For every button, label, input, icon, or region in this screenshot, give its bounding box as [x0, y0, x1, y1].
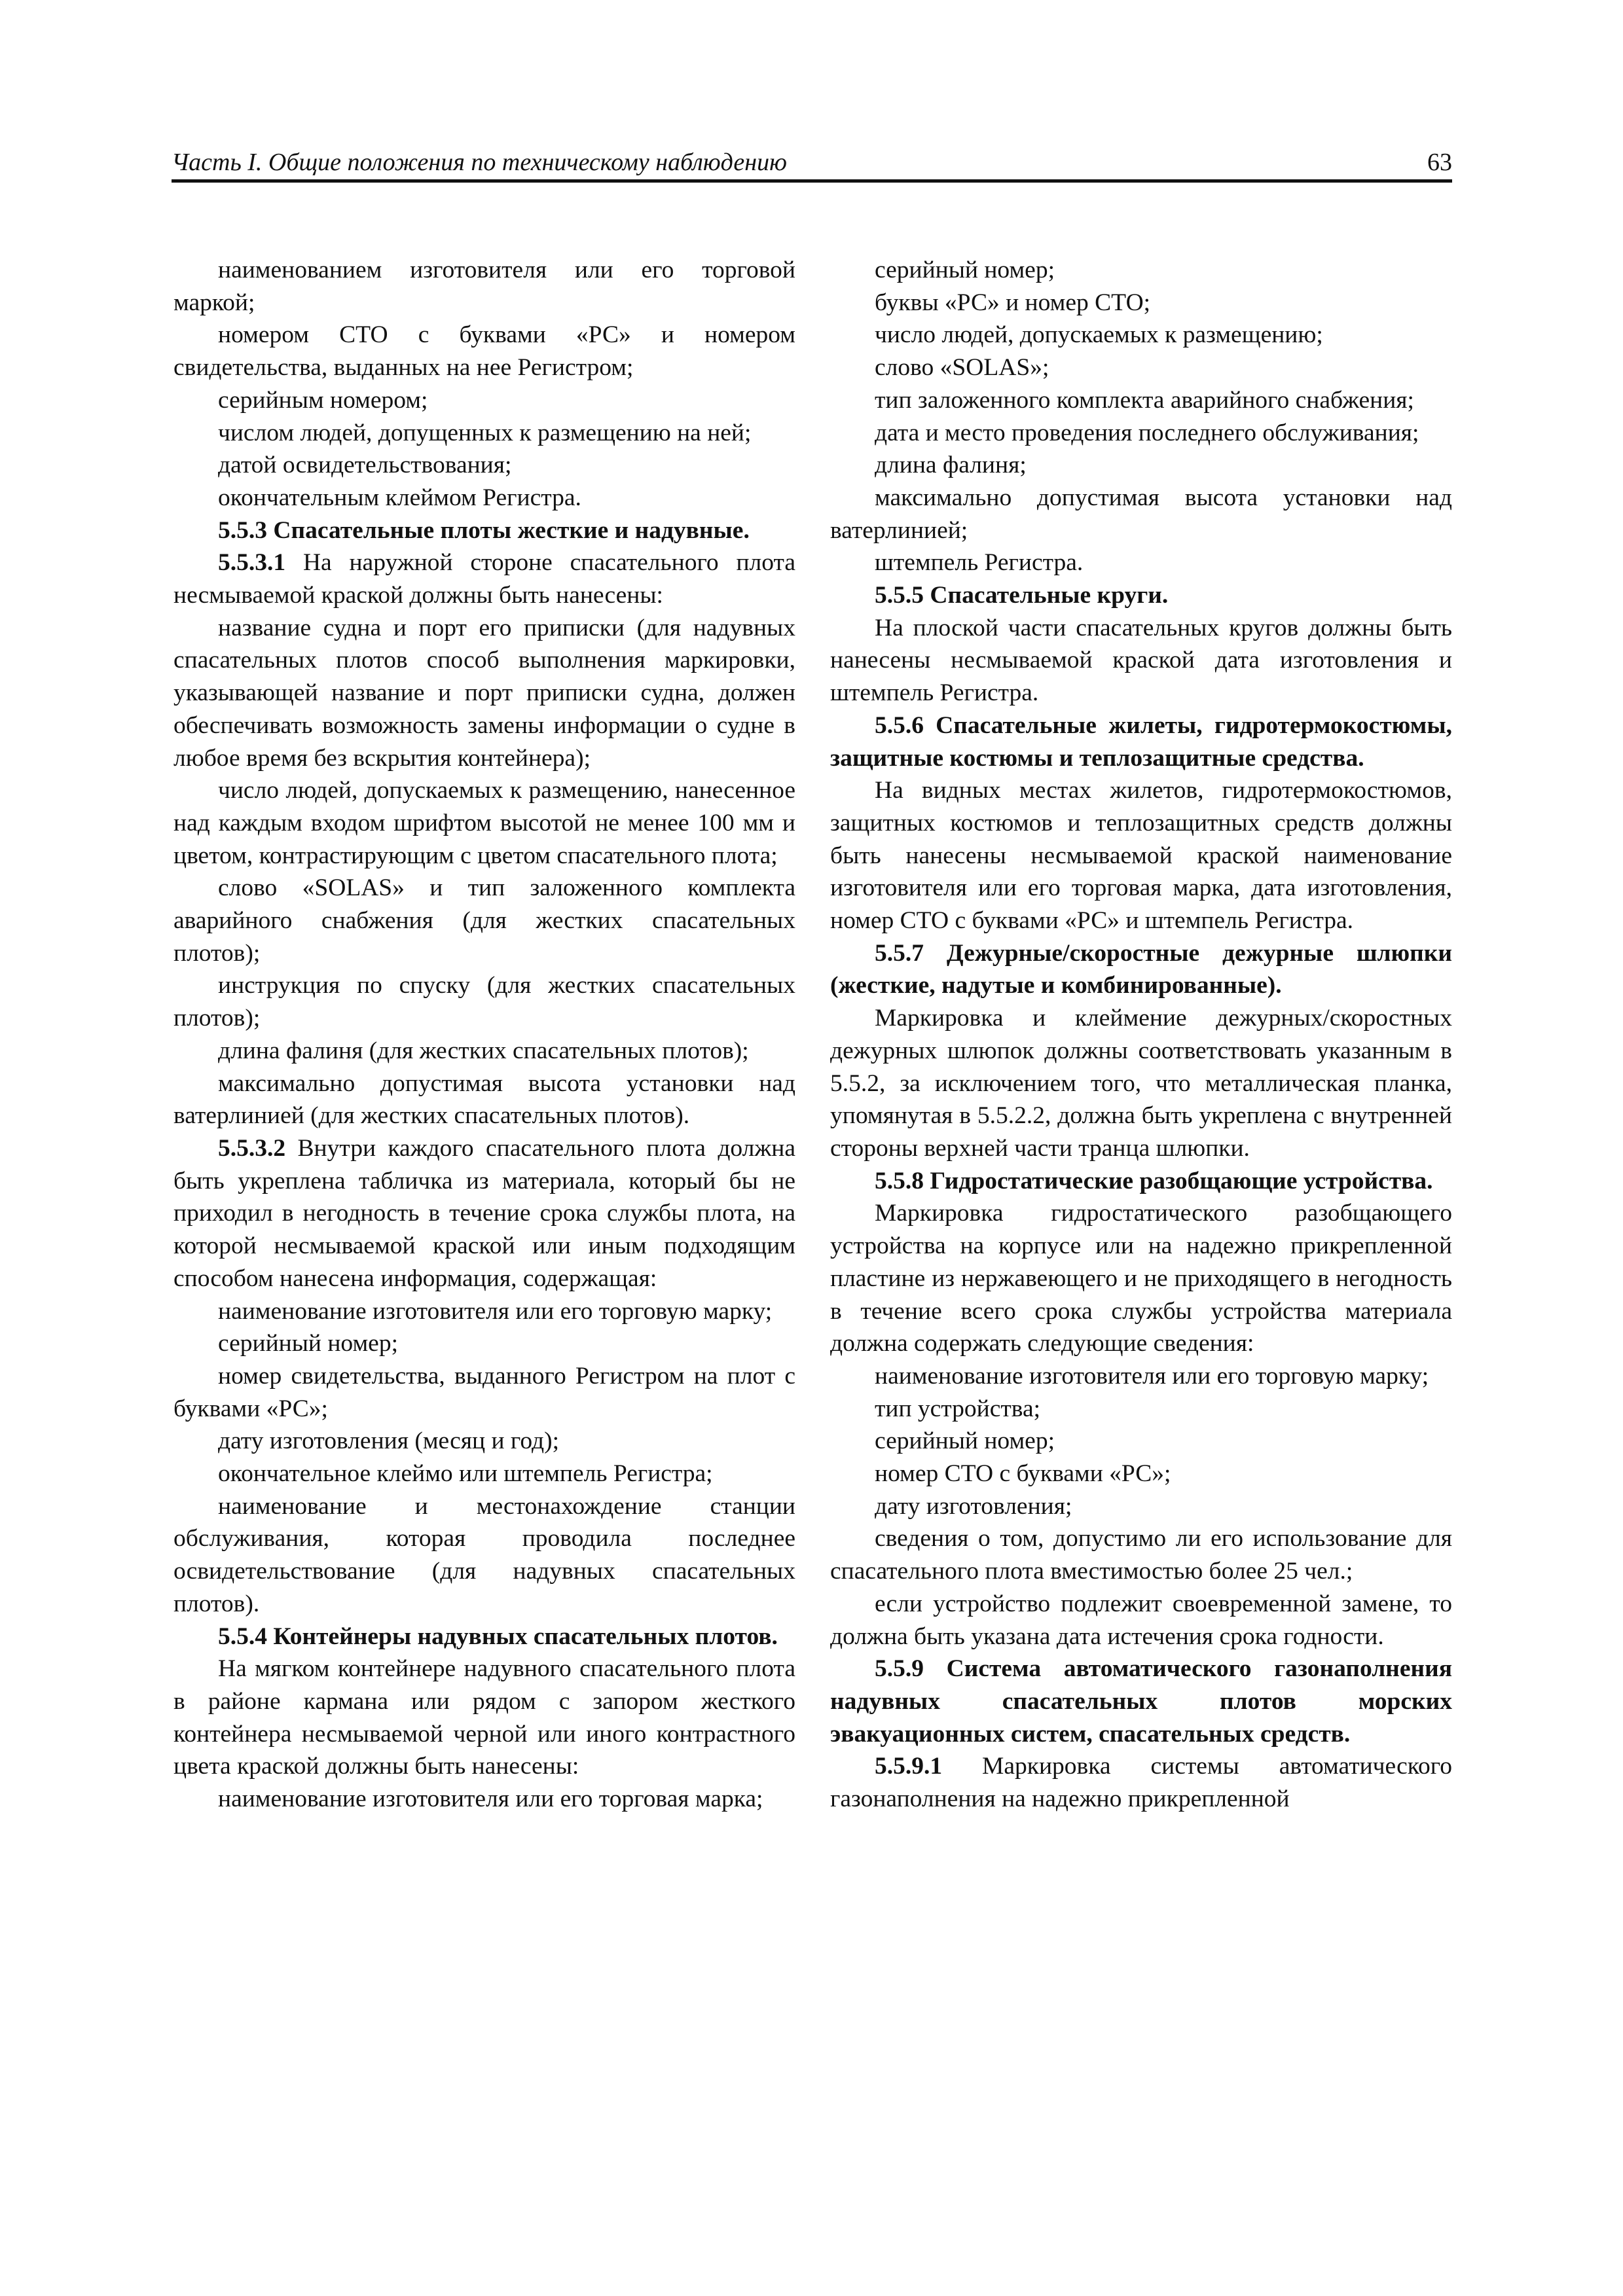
- body-paragraph: номером СТО с буквами «РС» и номером свидетельства, выданных на нее Регистром;: [173, 321, 795, 382]
- body-paragraph: название судна и порт его приписки (для надувных спасательных плотов способ выполнения маркировки, указывающей название и порт приписки судна, должен обеспечивать возможность замены информации о судне в любое время без вскрытия контейнера);: [173, 614, 795, 772]
- clause-text: Внутри каждого спасательного плота должна быть укреплена табличка из материала, который бы не приходил в негодность в течение срока службы плота, на которой несмываемой краской или иным подходящим способом нанесена информация, содержащая:: [173, 1134, 795, 1292]
- body-paragraph: длина фалиня;: [875, 452, 1027, 479]
- body-paragraph: слово «SOLAS» и тип заложенного комплекта аварийного снабжения (для жестких спасательных плотов);: [173, 874, 795, 967]
- body-paragraph: наименование изготовителя или его торговую марку;: [875, 1362, 1429, 1390]
- page-number: 63: [1427, 149, 1452, 176]
- body-paragraph: тип заложенного комплекта аварийного снабжения;: [875, 386, 1414, 414]
- body-paragraph: На мягком контейнере надувного спасательного плота в районе кармана или рядом с запором жесткого контейнера несмываемой черной или иного контрастного цвета краской должны быть нанесены:: [173, 1655, 795, 1780]
- numbered-paragraph: [173, 547, 795, 611]
- body-paragraph: инструкция по спуску (для жестких спасательных плотов);: [173, 972, 795, 1032]
- body-paragraph: На видных местах жилетов, гидротермокостюмов, защитных костюмов и теплозащитных средств должны быть нанесены несмываемой краской наименование изготовителя или его торговая марка, дата изготовления, номер СТО с буквами «РС» и штемпель Регистра.: [830, 777, 1452, 935]
- body-paragraph: окончательное клеймо или штемпель Регистра;: [218, 1460, 713, 1488]
- body-paragraph: дату изготовления;: [875, 1492, 1072, 1520]
- body-paragraph: номер СТО с буквами «РС»;: [875, 1460, 1171, 1488]
- body-paragraph: серийным номером;: [218, 386, 428, 414]
- body-paragraph: наименованием изготовителя или его торговой маркой;: [173, 257, 795, 316]
- body-paragraph: Маркировка и клеймение дежурных/скоростных дежурных шлюпок должны соответствовать указанным в 5.5.2, за исключением того, что металлическая планка, упомянутая в 5.5.2.2, должна быть укреплена с внутренней стороны верхней части транца шлюпки.: [830, 1005, 1452, 1162]
- body-paragraph: наименование изготовителя или его торговая марка;: [218, 1785, 763, 1813]
- body-paragraph: наименование изготовителя или его торговую марку;: [218, 1297, 773, 1325]
- body-paragraph: штемпель Регистра.: [875, 549, 1084, 577]
- body-paragraph: числом людей, допущенных к размещению на ней;: [218, 419, 752, 446]
- body-paragraph: На плоской части спасательных кругов должны быть нанесены несмываемой краской дата изготовления и штемпель Регистра.: [830, 614, 1452, 707]
- clause-number: 5.5.3.1: [218, 549, 286, 577]
- right-column: [830, 254, 1452, 1816]
- section-heading: 5.5.6 Спасательные жилеты, гидротермокостюмы, защитные костюмы и теплозащитные средства.: [830, 711, 1452, 772]
- body-paragraph: серийный номер;: [218, 1330, 398, 1357]
- body-paragraph: максимально допустимая высота установки над ватерлинией;: [830, 484, 1452, 544]
- section-heading: 5.5.9 Система автоматического газонаполнения надувных спасательных плотов морских эвакуационных систем, спасательных средств.: [830, 1655, 1452, 1748]
- numbered-paragraph: [830, 1750, 1452, 1815]
- clause-number: 5.5.3.2: [218, 1134, 286, 1162]
- section-heading: 5.5.3 Спасательные плоты жесткие и надувные.: [218, 516, 750, 544]
- body-paragraph: дату изготовления (месяц и год);: [218, 1427, 560, 1455]
- running-title: Часть I. Общие положения по техническому наблюдению: [172, 149, 787, 176]
- body-paragraph: буквы «РС» и номер СТО;: [875, 289, 1151, 316]
- body-paragraph: длина фалиня (для жестких спасательных плотов);: [218, 1037, 749, 1064]
- body-paragraph: если устройство подлежит своевременной замене, то должна быть указана дата истечения срока годности.: [830, 1590, 1452, 1650]
- body-paragraph: тип устройства;: [875, 1395, 1041, 1422]
- body-paragraph: номер свидетельства, выданного Регистром на плот с буквами «РС»;: [173, 1362, 795, 1422]
- clause-number: 5.5.9.1: [875, 1753, 943, 1780]
- body-paragraph: наименование и местонахождение станции обслуживания, которая проводила последнее освидетельствование (для надувных спасательных плотов).: [173, 1492, 795, 1617]
- body-paragraph: сведения о том, допустимо ли его использование для спасательного плота вместимостью более 25 чел.;: [830, 1525, 1452, 1585]
- section-heading: 5.5.7 Дежурные/скоростные дежурные шлюпки (жесткие, надутые и комбинированные).: [830, 939, 1452, 999]
- body-paragraph: число людей, допускаемых к размещению, нанесенное над каждым входом шрифтом высотой не менее 100 мм и цветом, контрастирующим с цветом спасательного плота;: [173, 777, 795, 869]
- body-paragraph: слово «SOLAS»;: [875, 354, 1049, 382]
- section-heading: 5.5.5 Спасательные круги.: [875, 582, 1169, 609]
- body-paragraph: серийный номер;: [875, 1427, 1055, 1455]
- body-paragraph: серийный номер;: [875, 257, 1055, 283]
- section-heading: 5.5.4 Контейнеры надувных спасательных плотов.: [218, 1623, 778, 1650]
- body-paragraph: окончательным клеймом Регистра.: [218, 484, 581, 511]
- body-paragraph: Маркировка гидростатического разобщающего устройства на корпусе или на надежно прикрепленной пластине из нержавеющего и не приходящего в негодность в течение всего срока службы устройства материала должна содержать следующие сведения:: [830, 1200, 1452, 1357]
- clause-text: На наружной стороне спасательного плота несмываемой краской должны быть нанесены:: [173, 549, 795, 609]
- left-column: [173, 254, 795, 1816]
- body-paragraph: максимально допустимая высота установки над ватерлинией (для жестких спасательных плотов).: [173, 1069, 795, 1130]
- section-heading: 5.5.8 Гидростатические разобщающие устройства.: [875, 1167, 1433, 1194]
- body-paragraph: дата и место проведения последнего обслуживания;: [875, 419, 1419, 446]
- numbered-paragraph: [173, 1132, 795, 1295]
- body-paragraph: число людей, допускаемых к размещению;: [875, 321, 1323, 349]
- page-header: [172, 145, 1452, 183]
- body-paragraph: датой освидетельствования;: [218, 452, 512, 479]
- clause-text: Маркировка системы автоматического газонаполнения на надежно прикрепленной: [830, 1753, 1452, 1813]
